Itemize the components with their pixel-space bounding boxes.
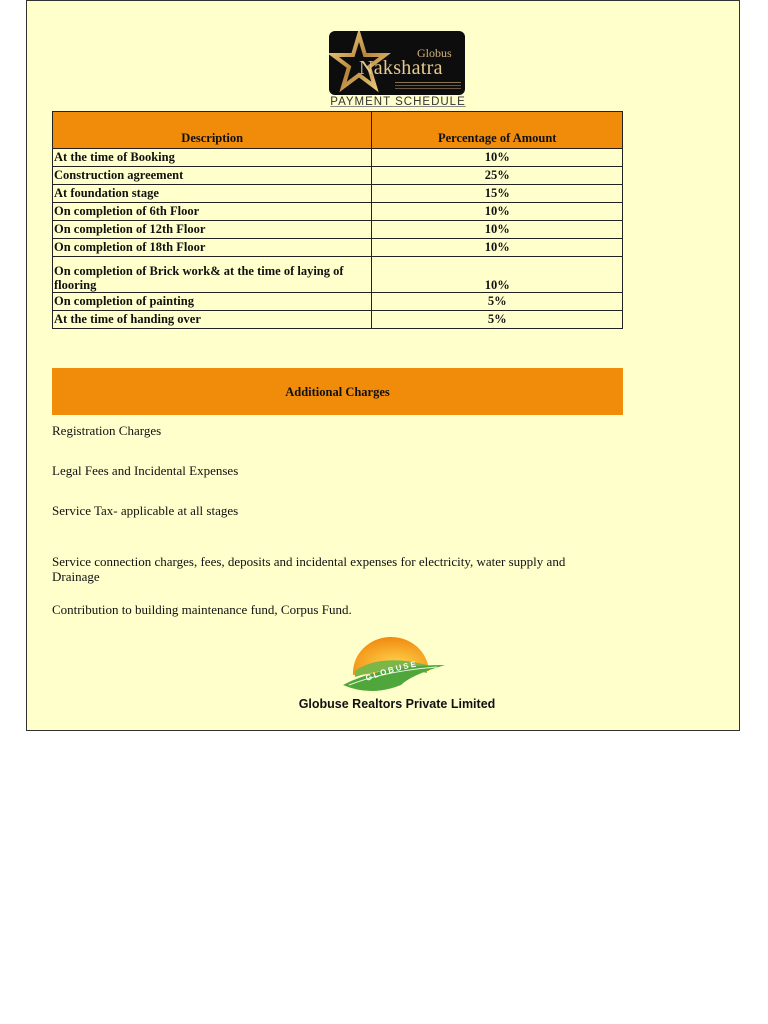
company-name: Globuse Realtors Private Limited xyxy=(298,697,496,711)
table-row xyxy=(53,293,623,311)
table-row xyxy=(53,239,623,257)
charge-item-maintenance-fund: Contribution to building maintenance fund, Corpus Fund. xyxy=(52,602,352,617)
logo-name-text: Nakshatra xyxy=(359,57,443,79)
row-percentage: 10% xyxy=(372,257,623,293)
nakshatra-logo xyxy=(329,31,465,95)
table-row xyxy=(53,149,623,167)
additional-charges-heading: Additional Charges xyxy=(52,368,623,415)
row-percentage: 15% xyxy=(372,185,623,203)
row-description: On completion of 18th Floor xyxy=(53,239,372,257)
row-percentage: 25% xyxy=(372,167,623,185)
globuse-logo-icon xyxy=(341,635,451,697)
payment-schedule-table xyxy=(52,111,623,329)
charge-item-service-tax: Service Tax- applicable at all stages xyxy=(52,503,239,518)
row-percentage: 10% xyxy=(372,203,623,221)
charge-item-legal-fees: Legal Fees and Incidental Expenses xyxy=(52,463,239,478)
row-percentage: 10% xyxy=(372,239,623,257)
table-header-row xyxy=(53,112,623,149)
header-percentage: Percentage of Amount xyxy=(372,112,623,149)
logo-brand-text: Globus xyxy=(417,46,452,60)
logo-bottom-text: GLOBUSE xyxy=(364,659,419,683)
charge-item-service-connection: Service connection charges, fees, deposits and incidental expenses for electricity, water supply and Drainage xyxy=(52,554,566,584)
table-row xyxy=(53,257,623,293)
row-description: At foundation stage xyxy=(53,185,372,203)
table-row xyxy=(53,203,623,221)
row-percentage: 10% xyxy=(372,221,623,239)
row-percentage: 10% xyxy=(372,149,623,167)
header-description: Description xyxy=(53,112,372,149)
row-description: At the time of handing over xyxy=(53,311,372,329)
logo-tagline xyxy=(395,82,461,83)
row-description: On completion of painting xyxy=(53,293,372,311)
page-title: PAYMENT SCHEDULE xyxy=(330,96,466,108)
table-row xyxy=(53,185,623,203)
row-description: At the time of Booking xyxy=(53,149,372,167)
row-description: On completion of Brick work& at the time of laying of flooring xyxy=(53,257,372,293)
row-description: On completion of 12th Floor xyxy=(53,221,372,239)
row-percentage: 5% xyxy=(372,293,623,311)
table-row xyxy=(53,311,623,329)
document-sheet xyxy=(26,0,740,731)
row-percentage: 5% xyxy=(372,311,623,329)
table-row xyxy=(53,221,623,239)
charge-item-registration: Registration Charges xyxy=(52,423,162,438)
row-description: On completion of 6th Floor xyxy=(53,203,372,221)
table-row xyxy=(53,167,623,185)
row-description: Construction agreement xyxy=(53,167,372,185)
